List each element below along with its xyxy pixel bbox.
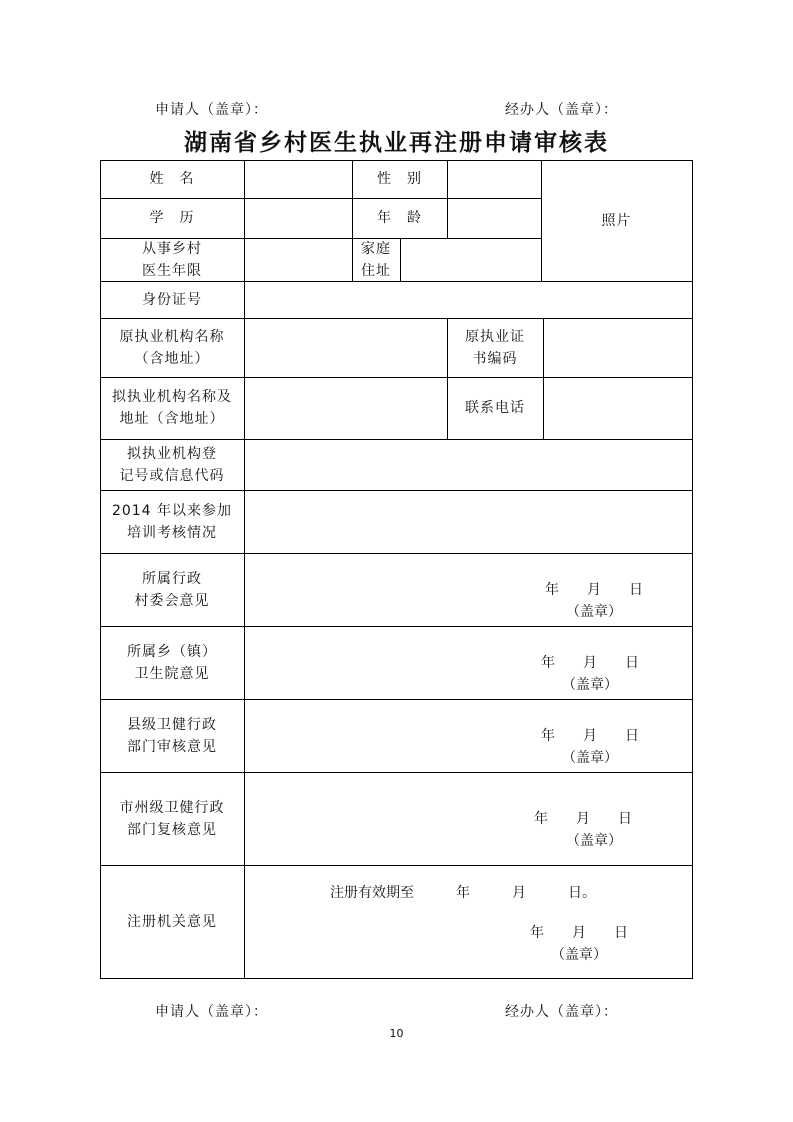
footer-handler-sign: 经办人（盖章）： [505,1004,618,1020]
table-rule [447,160,448,238]
county-seal: （盖章） [562,750,618,766]
township-opinion-label: 所属乡（镇） 卫生院意见 [127,643,217,682]
village-seal: （盖章） [566,604,622,620]
village-opinion-label: 所属行政 村委会意见 [134,570,210,609]
gender-label: 性 别 [377,171,422,187]
new-org-label: 拟执业机构名称及 地址（含地址） [112,389,232,427]
footer-applicant-sign: 申请人（盖章）： [155,1004,268,1020]
original-org-label: 原执业机构名称 （含地址） [119,328,225,367]
table-rule [543,318,544,439]
table-border-right [692,160,693,979]
age-label: 年 龄 [377,210,422,226]
original-cert-label: 原执业证 书编码 [465,328,525,367]
registrar-seal: （盖章） [551,947,607,963]
township-date: 年 月 日 [541,655,639,671]
city-seal: （盖章） [566,833,622,849]
header-applicant-sign: 申请人（盖章）： [155,102,268,118]
city-opinion-label: 市州级卫健行政 部门复核意见 [119,799,225,838]
header-handler-sign: 经办人（盖章）： [505,102,618,118]
id-number-label: 身份证号 [142,291,202,308]
county-opinion-label: 县级卫健行政 部门审核意见 [127,716,217,755]
registrar-date: 年 月 日 [530,925,628,941]
village-date: 年 月 日 [545,582,643,598]
photo-label: 照片 [601,212,632,229]
township-seal: （盖章） [562,677,618,693]
table-rule [244,160,245,979]
county-date: 年 月 日 [541,728,639,744]
table-rule [400,238,401,281]
education-label: 学 历 [149,210,195,226]
page-number: 10 [389,1027,404,1040]
address-label: 家庭 住址 [361,240,391,279]
registration-no-label: 拟执业机构登 记号或信息代码 [119,445,225,484]
registration-validity: 注册有效期至 年 月 日。 [330,885,596,901]
registrar-opinion-label: 注册机关意见 [127,913,217,930]
training-label: 2014 年以来参加 培训考核情况 [111,502,233,541]
name-label: 姓 名 [149,171,195,187]
years-label: 从事乡村 医生年限 [142,240,202,279]
page-title: 湖南省乡村医生执业再注册申请审核表 [184,130,609,156]
phone-label: 联系电话 [465,400,525,416]
city-date: 年 月 日 [534,811,632,827]
table-border-bottom [100,978,693,979]
